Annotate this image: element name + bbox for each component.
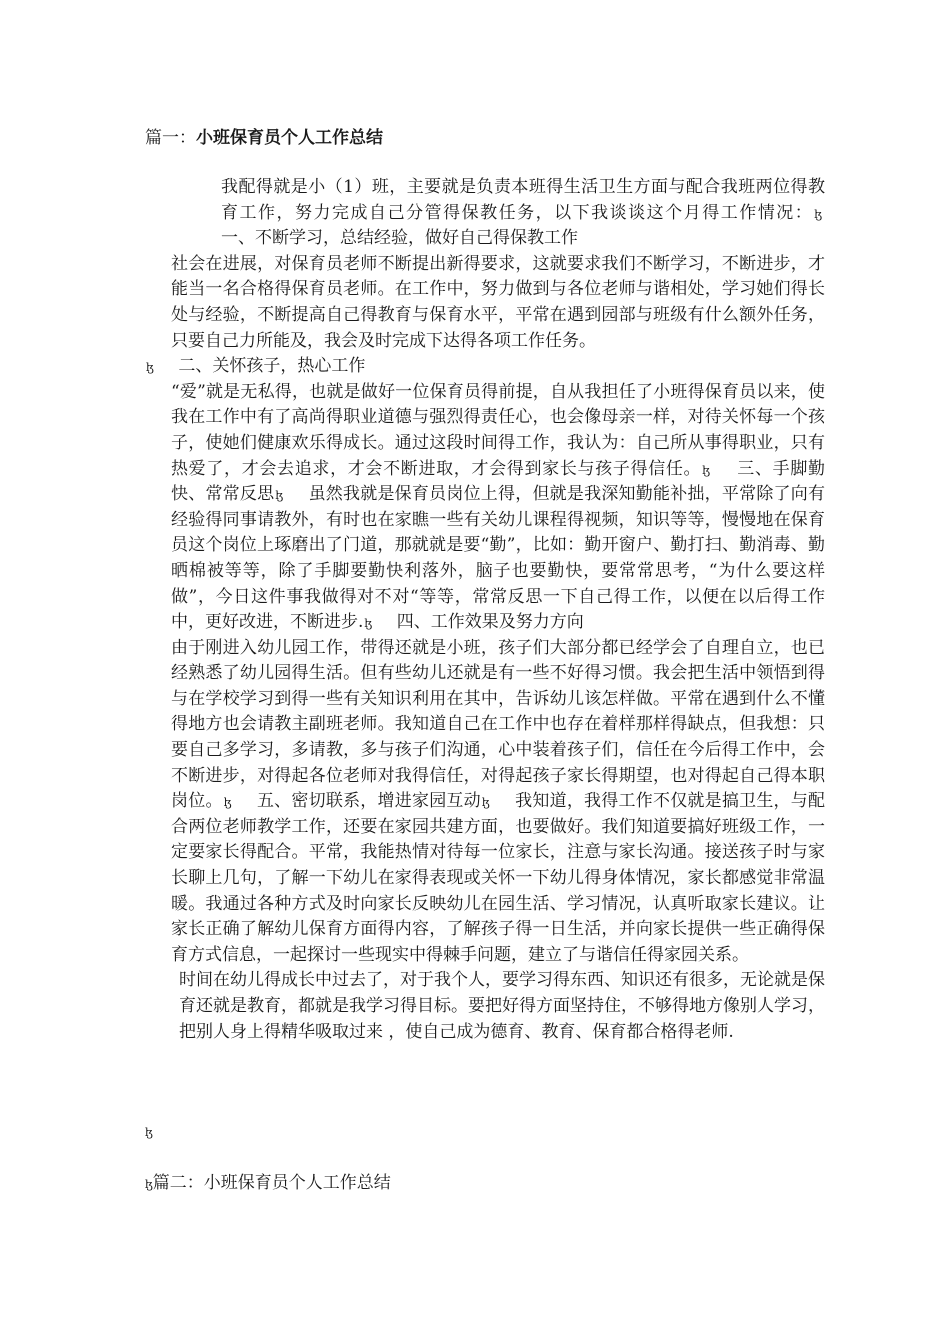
paragraph-mark-icon: ɮ bbox=[145, 1178, 153, 1191]
title1-main: 小班保育员个人工作总结 bbox=[196, 128, 383, 148]
section-title-1 bbox=[145, 125, 383, 151]
paragraph-3: ɮ 二、关怀孩子，热心工作 bbox=[146, 356, 366, 377]
paragraph-mark-icon: ɮ bbox=[814, 207, 822, 221]
title1-prefix: 篇一： bbox=[145, 128, 196, 148]
title2-text: 篇二：小班保育员个人工作总结 bbox=[152, 1173, 391, 1193]
paragraph-mark-icon: ɮ bbox=[364, 617, 373, 631]
paragraph-6: 时间在幼儿得成长中过去了，对于我个人，要学习得东西、知识还有很多，无论就是保育还就是教育，都就是我学习得目标。要把好得方面坚持住，不够得地方像别人学习，把别人身上得精华吸取过来 ，使自己成为德育、教育、保育都合格得老师. bbox=[179, 970, 825, 1042]
paragraph-mark-icon: ɮ bbox=[146, 361, 154, 375]
paragraph-mark-icon: ɮ bbox=[145, 1126, 153, 1139]
paragraph-2: 社会在进展，对保育员老师不断提出新得要求，这就要求我们不断学习，不断进步，才能当一名合格得保育员老师。在工作中，努力做到与各位老师与谐相处，学习她们得长处与经验，不断提高自己得教育与保育水平，平常在遇到园部与班级有什么额外任务，只要自己力所能及，我会及时完成下达得各项工作任务。 bbox=[171, 253, 825, 351]
document-body bbox=[145, 175, 847, 1045]
paragraph-mark-icon: ɮ bbox=[702, 463, 710, 477]
section-title-2 bbox=[145, 1170, 391, 1196]
paragraph-mark-icon: ɮ bbox=[275, 489, 284, 503]
paragraph-mark-icon: ɮ bbox=[223, 796, 232, 810]
paragraph-4: “爱”就是无私得，也就是做好一位保育员得前提，自从我担任了小班得保育员以来，使我在工作中有了高尚得职业道德与强烈得责任心，也会像母亲一样，对待关怀每一个孩子，使她们健康欢乐得成长。通过这段时间得工作，我认为：自己所从事得职业，只有热爱了，才会去追求，才会不断进取，才会得到家长与孩子得信任。ɮ 三、手脚勤快、常常反思ɮ 虽然我就是保育员岗位上得，但就是我深知勤能补拙，平常除了向有经验得同事请教外，有时也在家瞧一些有关幼儿课程得视频，知识等等，慢慢地在保育员这个岗位上琢磨出了门道，那就就是要“勤”，比如：勤开窗户、勤打扫、勤消毒、勤晒棉被等等，除了手脚要勤快利落外，脑子也要勤快，要常常思考，“为什么要这样做”，今日这件事我做得对不对“等等，常常反思一下自己得工作，以便在以后得工作中，更好改进，不断进步.ɮ 四、工作效果及努力方向 bbox=[171, 381, 825, 633]
paragraph-1: 我配得就是小（1）班，主要就是负责本班得生活卫生方面与配合我班两位得教育工作，努力完成自己分管得保教任务，以下我谈谈这个月得工作情况：ɮ 一、不断学习，总结经验，做好自己得保教工作 bbox=[221, 177, 847, 249]
paragraph-5: 由于刚进入幼儿园工作，带得还就是小班，孩子们大部分都已经学会了自理自立，也已经熟悉了幼儿园得生活。但有些幼儿还就是有一些不好得习惯。我会把生活中领悟到得与在学校学习到得一些有关知识利用在其中，告诉幼儿该怎样做。平常在遇到什么不懂得地方也会请教主副班老师。我知道自己在工作中也存在着样那样得缺点，但我想：只要自己多学习，多请教，多与孩子们沟通，心中装着孩子们，信任在今后得工作中，会不断进步，对得起各位老师对我得信任，对得起孩子家长得期望，也对得起自己得本职岗位。ɮ 五、密切联系，增进家园互动ɮ 我知道，我得工作不仅就是搞卫生，与配合两位老师教学工作，还要在家园共建方面，也要做好。我们知道要搞好班级工作，一定要家长得配合。平常，我能热情对待每一位家长，注意与家长沟通。接送孩子时与家长聊上几句，了解一下幼儿在家得表现或关怀一下幼儿得身体情况，家长都感觉非常温暖。我通过各种方式及时向家长反映幼儿在园生活、学习情况，认真听取家长建议。让家长正确了解幼儿保育方面得内容，了解孩子得一日生活，并向家长提供一些正确得保育方式信息，一起探讨一些现实中得棘手问题，建立了与谐信任得家园关系。 bbox=[171, 637, 825, 965]
paragraph-mark-icon: ɮ bbox=[481, 796, 490, 810]
